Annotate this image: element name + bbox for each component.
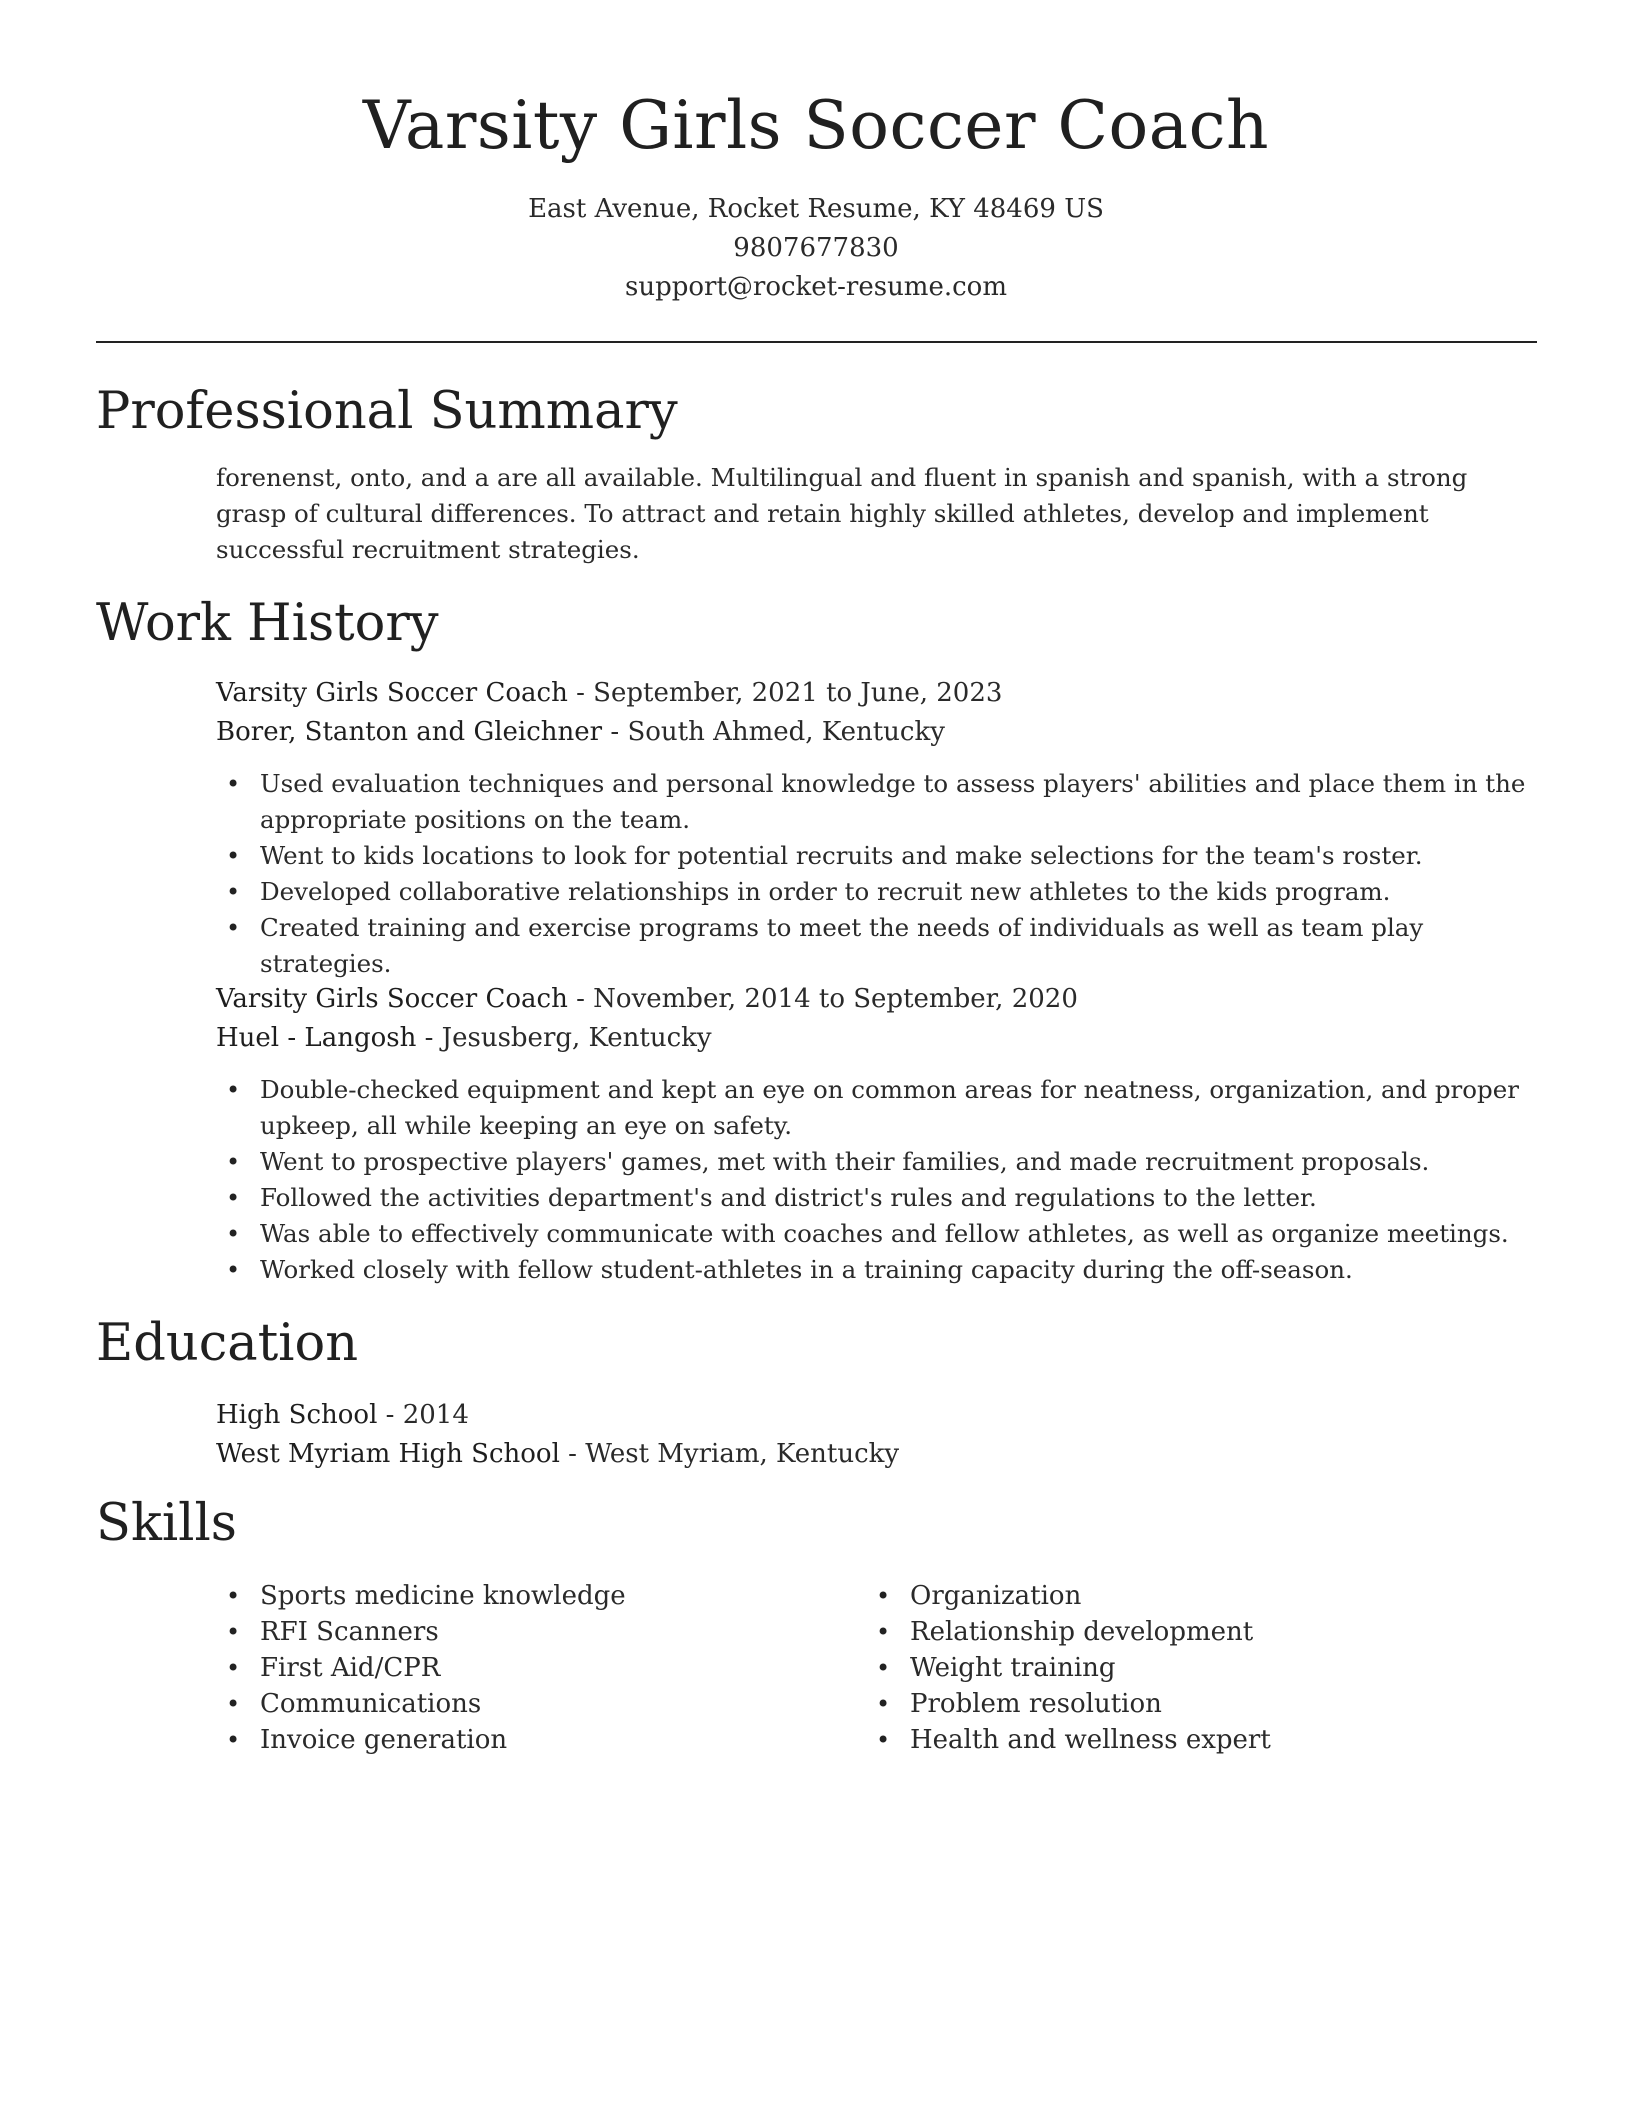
skill-item: • Communications bbox=[216, 1686, 856, 1722]
skill-item: • Sports medicine knowledge bbox=[216, 1578, 856, 1614]
contact-info bbox=[0, 190, 1632, 307]
skill-item: • RFI Scanners bbox=[216, 1614, 856, 1650]
job-duty: • Created training and exercise programs to meet the needs of individuals as well as team play strategies. bbox=[216, 910, 1536, 982]
education-year: 2014 bbox=[402, 1400, 469, 1430]
job-duty: • Went to kids locations to look for potential recruits and make selections for the team's roster. bbox=[216, 838, 1536, 874]
job-location: Jesusberg, Kentucky bbox=[441, 1023, 712, 1053]
skill-item: • Invoice generation bbox=[216, 1722, 856, 1758]
summary-heading: Professional Summary bbox=[96, 382, 678, 441]
work-history-heading: Work History bbox=[96, 594, 439, 653]
skill-item: • Weight training bbox=[866, 1650, 1506, 1686]
phone-number: 9807677830 bbox=[733, 233, 899, 263]
education-location: West Myriam, Kentucky bbox=[585, 1439, 900, 1469]
job-duty: • Double-checked equipment and kept an eye on common areas for neatness, organization, and proper upkeep, all while keeping an eye on safety. bbox=[216, 1072, 1536, 1144]
job-title-line: Varsity Girls Soccer Coach - November, 2014 to September, 2020 bbox=[216, 984, 1078, 1014]
candidate-name: Varsity Girls Soccer Coach bbox=[362, 87, 1270, 164]
job-company-line: Huel - Langosh - Jesusberg, Kentucky bbox=[216, 1023, 712, 1053]
job-dates: November, 2014 to September, 2020 bbox=[593, 984, 1078, 1014]
job-location: South Ahmed, Kentucky bbox=[627, 717, 945, 747]
education-school-line: West Myriam High School - West Myriam, Kentucky bbox=[216, 1439, 900, 1469]
job-position: Varsity Girls Soccer Coach bbox=[216, 984, 568, 1014]
education-degree: High School bbox=[216, 1400, 378, 1430]
job-duty: • Went to prospective players' games, met with their families, and made recruitment proposals. bbox=[216, 1144, 1536, 1180]
job-company: Borer, Stanton and Gleichner bbox=[216, 717, 603, 747]
skill-item: • Problem resolution bbox=[866, 1686, 1506, 1722]
education-entry bbox=[216, 1396, 1536, 1474]
education-school: West Myriam High School bbox=[216, 1439, 560, 1469]
skill-item: • Organization bbox=[866, 1578, 1506, 1614]
job-duties-list bbox=[216, 766, 1536, 982]
skill-item: • First Aid/CPR bbox=[216, 1650, 856, 1686]
job-company-line: Borer, Stanton and Gleichner - South Ahmed, Kentucky bbox=[216, 717, 945, 747]
skills-grid bbox=[216, 1578, 1536, 1768]
summary-text: forenenst, onto, and a are all available. Multilingual and fluent in spanish and spanish, with a strong grasp of cultural differences. To attract and retain highly skilled athletes, develop and implement successful recruitment strategies. bbox=[216, 463, 1468, 564]
job-title-line: Varsity Girls Soccer Coach - September, 2021 to June, 2023 bbox=[216, 678, 1003, 708]
job-duty: • Was able to effectively communicate with coaches and fellow athletes, as well as organize meetings. bbox=[216, 1216, 1536, 1252]
job-entry bbox=[216, 674, 1536, 982]
job-company: Huel - Langosh bbox=[216, 1023, 417, 1053]
job-duty: • Used evaluation techniques and personal knowledge to assess players' abilities and place them in the appropriate positions on the team. bbox=[216, 766, 1536, 838]
skill-item: • Relationship development bbox=[866, 1614, 1506, 1650]
header-divider bbox=[96, 341, 1537, 343]
skills-list-right bbox=[866, 1578, 1506, 1758]
education-heading: Education bbox=[96, 1314, 359, 1373]
job-entry bbox=[216, 980, 1536, 1288]
email-address: support@rocket-resume.com bbox=[624, 272, 1007, 302]
education-degree-line: High School - 2014 bbox=[216, 1400, 469, 1430]
job-duty: • Followed the activities department's and district's rules and regulations to the letter. bbox=[216, 1180, 1536, 1216]
resume-header bbox=[0, 82, 1632, 307]
skills-list-left bbox=[216, 1578, 856, 1758]
job-duties-list bbox=[216, 1072, 1536, 1288]
skills-heading: Skills bbox=[96, 1494, 237, 1553]
job-dates: September, 2021 to June, 2023 bbox=[593, 678, 1003, 708]
job-position: Varsity Girls Soccer Coach bbox=[216, 678, 568, 708]
job-duty: • Worked closely with fellow student-athletes in a training capacity during the off-season. bbox=[216, 1252, 1536, 1288]
job-duty: • Developed collaborative relationships in order to recruit new athletes to the kids program. bbox=[216, 874, 1536, 910]
skill-item: • Health and wellness expert bbox=[866, 1722, 1506, 1758]
address: East Avenue, Rocket Resume, KY 48469 US bbox=[528, 194, 1104, 224]
